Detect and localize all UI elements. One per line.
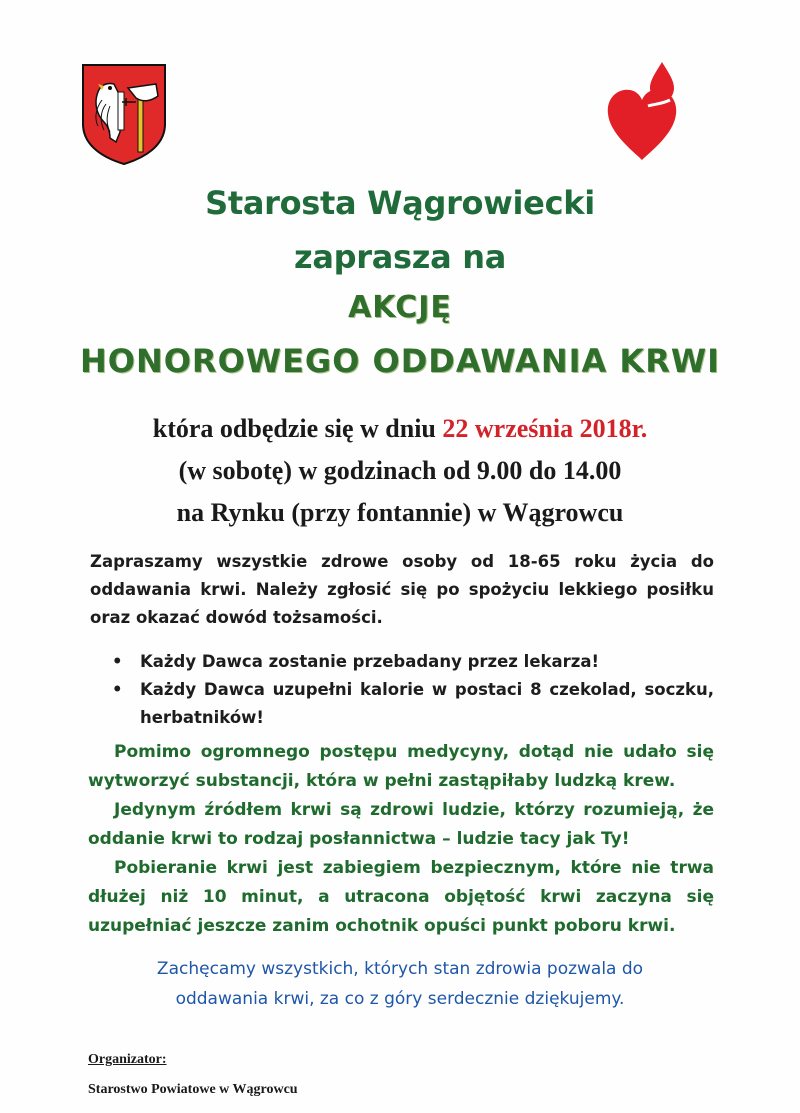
bullet-list — [112, 648, 714, 732]
event-date-line — [0, 414, 800, 444]
closing-thanks: Zachęcamy wszystkich, których stan zdrowia pozwala do oddawania krwi, za co z góry serdecznie dziękujemy. — [156, 959, 644, 1009]
organizer-name: Starostwo Powiatowe w Wągrowcu — [88, 1082, 298, 1097]
intro-paragraph: Zapraszamy wszystkie zdrowe osoby od 18-65 roku życia do oddawania krwi. Należy zgłosić się po spożyciu lekkiego posiłku oraz okazać dowód tożsamości. — [90, 552, 714, 627]
event-time-line: (w sobotę) w godzinach od 9.00 do 14.00 — [178, 456, 622, 485]
green-paragraph-text: Pomimo ogromnego postępu medycyny, dotąd nie udało się wytworzyć substancji, która w pełni zastąpiłaby ludzką krew. — [88, 742, 714, 791]
blood-heart-icon — [604, 60, 680, 162]
title-organizer: Starosta Wągrowiecki — [205, 184, 595, 222]
event-date: 22 września 2018r. — [442, 414, 648, 443]
green-paragraph — [88, 854, 714, 941]
green-paragraph — [88, 796, 714, 854]
green-paragraph — [88, 738, 714, 796]
title-invites: zaprasza na — [294, 238, 506, 276]
green-paragraph-text: Jedynym źródłem krwi są zdrowi ludzie, którzy rozumieją, że oddanie krwi to rodzaj posłannictwa – ludzie tacy jak Ty! — [88, 800, 714, 849]
event-location-line: na Rynku (przy fontannie) w Wągrowcu — [176, 498, 624, 527]
list-item: • Każdy Dawca uzupełni kalorie w postaci 8 czekolad, soczku, herbatników! — [112, 676, 714, 732]
list-item: • Każdy Dawca zostanie przebadany przez lekarza! — [112, 648, 714, 676]
event-date-prefix: która odbędzie się w dniu — [152, 414, 443, 443]
green-paragraph-text: Pobieranie krwi jest zabiegiem bezpiecznym, które nie trwa dłużej niż 10 minut, a utracona objętość krwi zaczyna się uzupełniać jeszcze zanim ochotnik opuści punkt poboru krwi. — [88, 858, 714, 936]
organizer-label: Organizator: — [88, 1052, 167, 1067]
title-action: AKCJĘ — [348, 290, 452, 325]
coat-of-arms-icon — [80, 62, 168, 166]
title-blood-donation: HONOROWEGO ODDAWANIA KRWI — [79, 342, 721, 380]
